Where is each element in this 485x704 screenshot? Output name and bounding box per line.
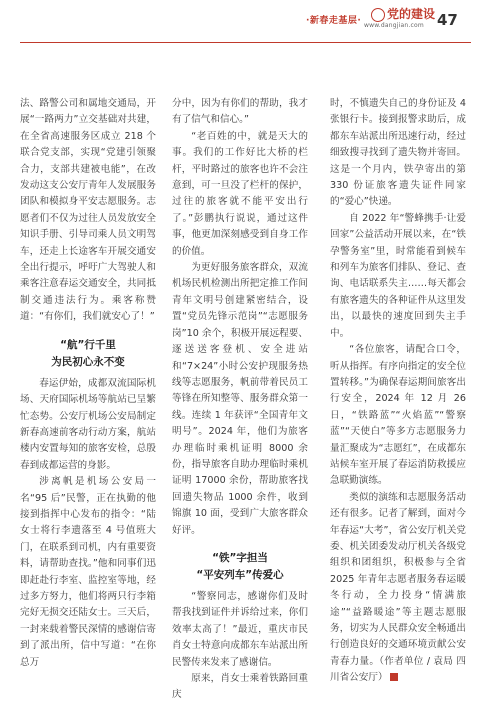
paragraph: 原来，肖女士乘着铁路回重庆 <box>172 673 308 701</box>
paragraph: 时，不慎遗失自己的身份证及 4 张银行卡。接到报警求助后，成都东车站派出所迅速行动，经过细致搜寻找到了遗失物并寄回。这是一个月内，铁孕寄出的第 330 份证旅客遗失证件同家的“爱心”快递。 <box>330 98 466 208</box>
end-of-article-mark <box>390 673 398 681</box>
page-header <box>0 0 485 48</box>
heading-line-1: “铁”字担当 <box>212 551 268 564</box>
paragraph: 春运伊始，成都双流国际机场、天府国际机场等航站已呈繁忙态势。公安厅机场公安局制定新春高速前客动行动方案，航站楼内安置每知的旅客安检，总殷春到成都运营的身影。 <box>20 377 156 471</box>
heading-line-1: “航”行千里 <box>60 338 116 351</box>
header-divider <box>20 42 471 43</box>
paragraph: 为更好服务旅客群众，双流机场民机检测出所把定推工作间青年文明号创建紧密结合，设置“党员先锋示范岗”“志愿服务岗”10 余个，积极开展远程要、逐送送客登机、安全进站和“7×24”小时公安护现服务热线等志愿服务，帆前带着民员工等锋在所知整等、服务群众第一线。连续 1 年获评“全国青年文明号”。2024 年，他们为旅客办理临时乘机证明 8000 余份，指导旅客自助办理临时乘机证明 17000 余份，帮助旅客找回遗失物品 1000 余件，收到锦旗 10 面，受到广大旅客群众好评。 <box>172 262 308 536</box>
heading-line-2: 为民初心永不变 <box>51 355 125 368</box>
text-column-2 <box>172 96 308 704</box>
paragraph: 分中，因为有你们的帮助，我才有了信气和信心。” <box>172 98 308 126</box>
masthead-url: www.dangjian.com <box>364 22 424 29</box>
section-heading <box>20 336 156 370</box>
masthead-logo <box>371 5 435 22</box>
section-label: ·新春走基层· <box>306 16 362 26</box>
paragraph: 自 2022 年“警蜂携手·让爱回家”公益活动开展以来，在“铁孕警务室”里，时常能看到候车和列车为旅客们排队、登记、查询、电话联系失主……每天都会有旅客遗失的各种证件从这里发出，以最快的速度回到失主手中。 <box>330 212 466 339</box>
paragraph: “警察同志，感谢你们及时帮我找到证件并诉给过来，你们效率太高了！”最近，重庆市民肖女士特意向成都东车站派出所民警传来发来了感谢信。 <box>172 590 308 668</box>
paragraph: 法、路警公司和属地交通局，开展“一路两力”立交基础对共建，在全省高速服务区成立 218 个联合党支部，实现“党建引领聚合力，支部共建被电能”，在改发动这支公安厅青年人发展服务团队和模拟身平安志愿服务。志愿者们不仅为过往人员发放安全知识手册、引导司乘人员文明驾车，还走上长途客车开展交通安全出行提示，呼吁广大驾驶人和乘客注意春运交通安全，共同抵制交通违法行为。乘客称赞道：“有你们，我们就安心了！” <box>20 98 156 323</box>
emblem-icon <box>371 8 385 22</box>
brand-name: 党的建设 <box>387 7 436 21</box>
page-number: 47 <box>437 11 458 29</box>
paragraph <box>330 490 466 687</box>
paragraph: “老百姓的中，就是天大的事。我们的工作好比大桥的栏杆，平时路过的旅客也许不会注意到，可一旦没了栏杆的保护，过往的旅客就不能平安出行了。”彭鹏执行说说，通过这件事，他更加深刻感受到自身工作的价值。 <box>172 130 308 257</box>
section-heading <box>172 549 308 583</box>
paragraph-text: 类似的演练和志愿服务活动还有很多。记者了解到，面对今年春运“大考”，省公安厅机关党委、机关团委发动厅机关各级党组织和团组织，积极参与全省 2025 年青年志愿者服务春运暖冬行动，全力投身“情满旅途”“益路暖途”等主题志愿服务，切实为人民群众安全畅通出行创造良好的交通环境贡献公安青春力量。（作者单位 / 袁局 四川省公安厅） <box>330 491 466 684</box>
heading-line-2: “平安列车”传爱心 <box>196 568 284 581</box>
text-column-1 <box>20 96 156 671</box>
paragraph: “各位旅客，请配合口令，听从指挥。有序向指定的安全位置转移。”为确保春运期间旅客出行安全，2024 年 12 月 26 日，“铁路蓝”“火焰蓝”“警察蓝”“天使白”等多方志愿服务力量汇聚成为“志愿红”，在成都东站候车室开展了春运消防救援应急联勤演练。 <box>330 344 466 487</box>
text-column-3 <box>330 96 466 687</box>
paragraph: 涉离帆是机场公安局一名“95 后”民警，正在执勤的他接到指挥中心发布的指令：“陆女士将行李遗落至 4 号值班大门，在联系到司机，内有重要资料，请帮助查找。”他和同事们迅即赶赴行李室、监控室等地，经过多方努力，他们将两只行李箱完好无损交还陆女士。三天后，一封来载着警民深情的感谢信寄到了派出所，信中写道：“在你总万 <box>20 476 156 668</box>
